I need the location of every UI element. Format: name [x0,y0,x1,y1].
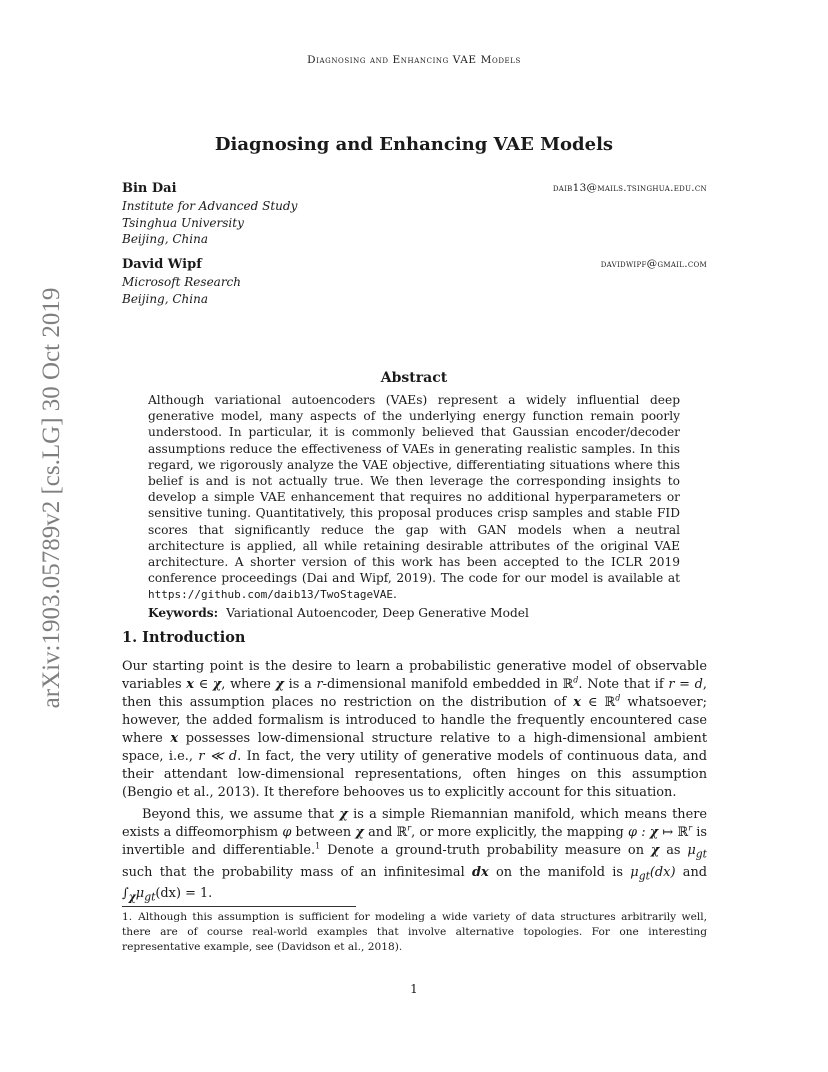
intro-paragraph-1: Our starting point is the desire to learn a probabilistic generative model of observable variables x ∈ χ, where χ is a r-dimensional manifold embedded in ℝ$^d$. Note that if r = d, then this assumption places no restriction on the distribution of x ∈ ℝ$^d$ whatsoever; however, the added formalism is introduced to handle the frequently encountered case where x possesses low-dimensional structure relative to a high-dimensional ambient space, i.e., r ≪ d. In fact, the very utility of generative models of continuous data, and their attendant low-dimensional representations, often hinges on this assumption (Bengio et al., 2013). It therefore behooves us to explicitly account for this situation. [122,659,707,800]
footnote [122,910,707,955]
footnote-mark: 1. [122,911,133,923]
section-heading: 1. Introduction [122,629,246,646]
affiliation-line: Beijing, China [122,291,208,306]
affiliation-line: Microsoft Research [122,275,242,289]
affiliation-line: Beijing, China [122,232,208,246]
footnote-text: Although this assumption is sufficient for modeling a wide variety of data structures arbitrarily well, there are of course real-world examples that involve alternative topologies. For one interesting representative example, see (Davidson et al., 2018). [122,911,707,953]
abstract-heading: Abstract [380,370,448,386]
keywords-label: Keywords: [148,605,219,620]
intro-paragraph-2: Beyond this, we assume that χ is a simple Riemannian manifold, which means there exists a diffeomorphism φ between χ and ℝ$^r$, or more explicitly, the mapping φ : χ ↦ ℝ$^r$ is invertible and differentiable.$^1$ Denote a ground-truth probability measure on χ as $\mu_{gt}$ such that the probability mass of an infinitesimal dx on the manifold is $\mu_{gt}(dx)$ and $\int_\chi\mu_{gt}(dx) = 1$. [122,807,708,904]
abstract-period: . [393,587,397,602]
code-link[interactable]: https://github.com/daib13/TwoStageVAE [148,588,394,602]
footnote-ref[interactable]: 1 [315,841,321,851]
keywords-text: Variational Autoencoder, Deep Generative Model [226,605,529,620]
footnote-divider [122,906,356,907]
abstract-body [148,392,680,621]
paper-title: Diagnosing and Enhancing VAE Models [214,134,614,155]
affiliation-line: Tsinghua University [122,215,244,230]
keywords-line [148,605,680,621]
author-email[interactable]: davidwipf@gmail.com [600,258,707,270]
affiliation-line: Institute for Advanced Study [122,199,298,213]
author-name: Bin Dai [122,181,177,196]
author-name: David Wipf [122,257,202,272]
arxiv-stamp-text: arXiv:1903.05789v2 [cs.LG] 30 Oct 2019 [38,287,65,709]
page-number: 1 [410,982,418,996]
abstract-text: Although variational autoencoders (VAEs) represent a widely influential deep generative model, many aspects of the underlying energy function remain poorly understood. In particular, it is commonly believed that Gaussian encoder/decoder assumptions reduce the effectiveness of VAEs in generating realistic samples. In this regard, we rigorously analyze the VAE objective, differentiating situations where this belief is and is not actually true. We then leverage the corresponding insights to develop a simple VAE enhancement that requires no additional hyperparameters or sensitive tuning. Quantitatively, this proposal produces crisp samples and stable FID scores that significantly reduce the gap with GAN models when a neutral architecture is applied, all while retaining desirable attributes of the original VAE architecture. A shorter version of this work has been accepted to the ICLR 2019 conference proceedings (Dai and Wipf, 2019). The code for our model is available at [148,393,680,586]
author-block-2 [122,256,707,307]
running-head: Diagnosing and Enhancing VAE Models [307,54,521,66]
author-block-1 [122,180,707,248]
author-email[interactable]: daib13@mails.tsinghua.edu.cn [552,182,707,194]
